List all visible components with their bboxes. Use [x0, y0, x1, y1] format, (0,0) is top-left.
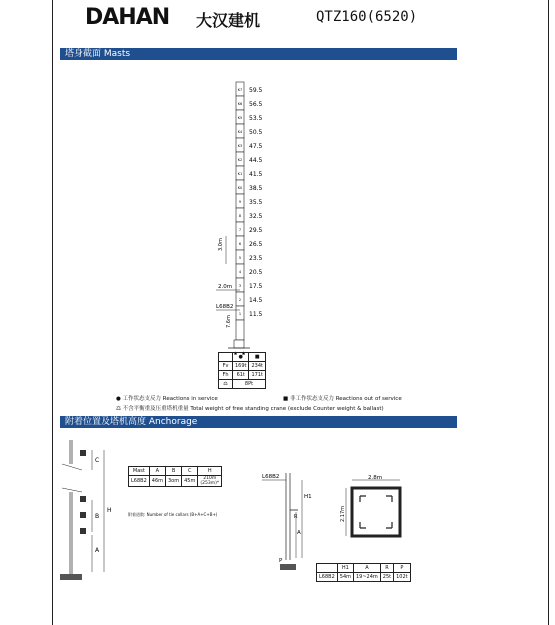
table-row: ⚖ 8Pt	[219, 380, 266, 389]
right-table: H1 A R P L68B2 54m 19~24m 25t 102t	[316, 563, 411, 582]
anchor-note: 附着道数: Number of tie collars (B+A+C+B+)	[128, 512, 218, 517]
table-row: Fh 61t 171t	[219, 371, 266, 380]
mast-section-label: K0	[237, 186, 243, 190]
label-b: B	[95, 513, 100, 520]
mast-height-label: 11.5	[249, 311, 263, 318]
mast-section-label: 1	[238, 312, 242, 316]
mast-height-label: 53.5	[249, 115, 263, 122]
legend-out-service: ■ 非工作状态支反力 Reactions out of service	[283, 396, 402, 402]
label-p: P	[279, 558, 283, 564]
reactions-head-on: ●	[232, 353, 249, 362]
dim-section-label: 3.0m	[218, 238, 224, 251]
table-row: L68B2 46m 3om 45m 210m (253m)*	[129, 476, 222, 487]
mast-section-label: 9	[238, 200, 242, 204]
mast-section-label: 5	[238, 256, 242, 260]
label-a: A	[95, 547, 100, 554]
mast-section-label: K7	[237, 88, 243, 92]
label-h1: H1	[304, 494, 312, 500]
mast-height-label: 38.5	[249, 185, 263, 192]
base-label: L68B2	[216, 304, 234, 310]
table-row: Fv 169t 234t	[219, 362, 266, 371]
mast-section-label: 7	[238, 228, 242, 232]
left-page-border	[52, 0, 53, 625]
brand-chinese: 大汉建机	[196, 11, 261, 30]
mast-section-label: 2	[238, 298, 242, 302]
mast-section-label: 4	[238, 270, 242, 274]
mast-height-label: 44.5	[249, 157, 263, 164]
mast-height-label: 29.5	[249, 227, 263, 234]
legend-in-service: ● 工作状态支反力 Reactions in service	[116, 396, 218, 402]
model-name: QTZ160(6520)	[316, 9, 418, 25]
mast-section-label: K5	[237, 116, 243, 120]
right-page-border	[548, 0, 549, 625]
mast-height-label: 59.5	[249, 87, 263, 94]
mast-section-label: K1	[237, 172, 243, 176]
masts-section-bar: 塔身截面 Masts	[60, 48, 457, 60]
mast-section-label: 3	[238, 284, 242, 288]
right-label-a: A	[297, 530, 301, 536]
mast-height-label: 50.5	[249, 129, 263, 136]
square-dim-top: 2.8m	[368, 475, 383, 481]
mast-section-label: 6	[238, 242, 242, 246]
mast-height-label: 20.5	[249, 269, 263, 276]
fh-arrow-label: ▲	[234, 350, 238, 355]
dim-width-label: 2.0m	[218, 284, 233, 290]
base-dim-label: 7.6m	[226, 315, 232, 328]
mast-height-label: 23.5	[249, 255, 263, 262]
right-diagram-label: L68B2	[262, 474, 280, 480]
label-r: R	[294, 514, 298, 520]
mast-height-label: 47.5	[249, 143, 263, 150]
label-c: C	[95, 457, 100, 464]
mast-height-label: 14.5	[249, 297, 263, 304]
mast-height-label: 17.5	[249, 283, 263, 290]
mast-height-label: 56.5	[249, 101, 263, 108]
anchor-table: Mast A B C H L68B2 46m 3om 45m 210m (253m)*	[128, 466, 222, 487]
mast-section-label: 8	[238, 214, 242, 218]
table-row: L68B2 54m 19~24m 25t 102t	[317, 573, 411, 582]
mast-section-label: K4	[237, 130, 243, 134]
header	[60, 2, 480, 30]
mast-height-label: 41.5	[249, 171, 263, 178]
square-dim-side: 2.17m	[340, 505, 346, 522]
square-section	[342, 474, 417, 556]
fv-arrow-label: ▲	[242, 350, 246, 355]
mast-height-label: 26.5	[249, 241, 263, 248]
mast-diagram	[200, 78, 300, 388]
brand-logo: DAHAN	[85, 5, 170, 30]
reactions-head-off: ■	[249, 353, 266, 362]
mast-height-label: 32.5	[249, 213, 263, 220]
left-anchorage-diagram	[58, 440, 128, 585]
mast-base	[234, 340, 244, 348]
mast-base-section	[236, 320, 244, 340]
mast-section-label: K3	[237, 144, 243, 148]
label-h: H	[107, 507, 112, 514]
legend-total-weight: ⚖ 不含平衡重及压重塔机重量 Total weight of free standing crane (exclude Counter weight & ballast)	[116, 406, 384, 412]
anchorage-section-bar: 附着位置及塔机高度 Anchorage	[60, 416, 457, 428]
mast-section-label: K2	[237, 158, 243, 162]
reactions-table	[218, 352, 266, 389]
mast-height-label: 35.5	[249, 199, 263, 206]
mast-section-label: K6	[237, 102, 243, 106]
